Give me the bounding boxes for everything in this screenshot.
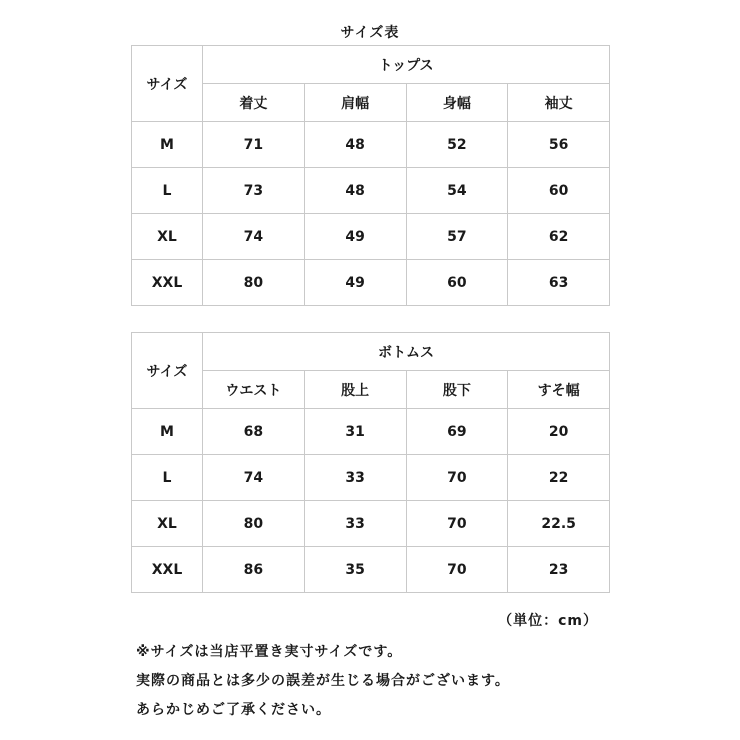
page-title: サイズ表: [340, 25, 400, 41]
size-label: M: [132, 409, 203, 455]
table-row: [132, 122, 610, 168]
column-header: ウエスト: [203, 371, 305, 409]
column-header: 身幅: [406, 84, 508, 122]
notes-block: [136, 638, 510, 725]
note-line: ※サイズは当店平置き実寸サイズです。: [136, 644, 403, 660]
table-cell: 60: [508, 168, 610, 214]
table-cell: 74: [203, 214, 305, 260]
table-subheader-row: [132, 84, 610, 122]
size-label: XXL: [132, 547, 203, 593]
table-cell: 70: [406, 455, 508, 501]
table-cell: 22.5: [508, 501, 610, 547]
table-cell: 49: [304, 214, 406, 260]
table-row: [132, 455, 610, 501]
table-cell: 48: [304, 168, 406, 214]
table-cell: 22: [508, 455, 610, 501]
table-cell: 62: [508, 214, 610, 260]
table-cell: 48: [304, 122, 406, 168]
size-corner-header: サイズ: [132, 46, 203, 122]
table-row: [132, 547, 610, 593]
table-row: [132, 409, 610, 455]
table-cell: 52: [406, 122, 508, 168]
table-cell: 70: [406, 501, 508, 547]
table-cell: 54: [406, 168, 508, 214]
table-cell: 68: [203, 409, 305, 455]
table-cell: 49: [304, 260, 406, 306]
size-label: L: [132, 455, 203, 501]
table-cell: 80: [203, 260, 305, 306]
bottoms-size-table: [131, 332, 610, 593]
size-corner-header: サイズ: [132, 333, 203, 409]
table-header-row: [132, 333, 610, 371]
table-cell: 20: [508, 409, 610, 455]
table-cell: 69: [406, 409, 508, 455]
table-row: [132, 168, 610, 214]
table-cell: 33: [304, 501, 406, 547]
tops-group-header: トップス: [203, 46, 610, 84]
column-header: 袖丈: [508, 84, 610, 122]
table-cell: 71: [203, 122, 305, 168]
column-header: 股下: [406, 371, 508, 409]
table-cell: 33: [304, 455, 406, 501]
size-label: XL: [132, 501, 203, 547]
note-line: 実際の商品とは多少の誤差が生じる場合がございます。: [136, 673, 510, 689]
note-line: あらかじめご了承ください。: [136, 702, 331, 718]
table-cell: 74: [203, 455, 305, 501]
table-subheader-row: [132, 371, 610, 409]
size-label: M: [132, 122, 203, 168]
table-cell: 23: [508, 547, 610, 593]
table-row: [132, 501, 610, 547]
table-cell: 70: [406, 547, 508, 593]
tops-size-table: [131, 45, 610, 306]
bottoms-group-header: ボトムス: [203, 333, 610, 371]
table-row: [132, 260, 610, 306]
table-cell: 57: [406, 214, 508, 260]
size-label: L: [132, 168, 203, 214]
column-header: 着丈: [203, 84, 305, 122]
table-cell: 31: [304, 409, 406, 455]
table-cell: 73: [203, 168, 305, 214]
table-cell: 86: [203, 547, 305, 593]
size-label: XXL: [132, 260, 203, 306]
column-header: 股上: [304, 371, 406, 409]
column-header: すそ幅: [508, 371, 610, 409]
unit-note: （単位：cm）: [498, 613, 598, 629]
column-header: 肩幅: [304, 84, 406, 122]
table-cell: 80: [203, 501, 305, 547]
table-cell: 63: [508, 260, 610, 306]
table-cell: 60: [406, 260, 508, 306]
table-cell: 56: [508, 122, 610, 168]
table-cell: 35: [304, 547, 406, 593]
table-row: [132, 214, 610, 260]
table-header-row: [132, 46, 610, 84]
size-label: XL: [132, 214, 203, 260]
